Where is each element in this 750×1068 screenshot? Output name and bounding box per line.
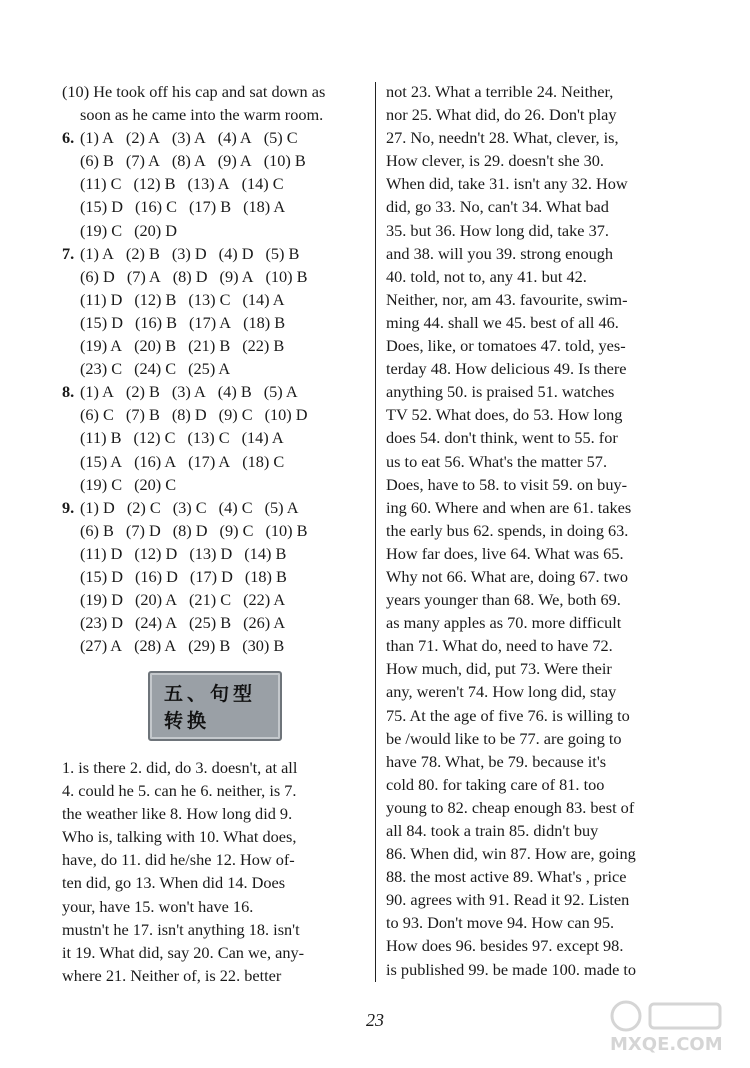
answer-line: Does, like, or tomatoes 47. told, yes-	[386, 336, 626, 356]
answer-line: How far does, live 64. What was 65.	[386, 543, 624, 563]
question-number	[62, 611, 80, 634]
answer-option: (20) D	[134, 220, 178, 240]
mc-row	[62, 357, 365, 380]
watermark-logo	[606, 996, 738, 1056]
answer-option: (28) A	[134, 636, 177, 656]
answer-option: (20) C	[134, 474, 177, 494]
answer-option: (6) C	[80, 405, 114, 425]
answer-option: (15) D	[80, 566, 123, 586]
mc-row	[62, 426, 365, 449]
answer-option: (18) A	[243, 197, 286, 217]
q10-line-2: soon as he came into the warm room.	[80, 105, 324, 125]
mc-row	[62, 403, 365, 426]
answer-option: (22) A	[243, 590, 286, 610]
answer-option: (27) A	[80, 636, 123, 656]
answer-option: (12) D	[134, 543, 178, 563]
answer-option: (5) A	[263, 382, 298, 402]
answer-option: (12) B	[133, 174, 176, 194]
answer-option: (11) D	[80, 543, 123, 563]
question-number: 8.	[62, 382, 75, 402]
question-number	[62, 634, 80, 657]
answer-line: ten did, go 13. When did 14. Does	[62, 873, 286, 893]
answer-option: (1) A	[80, 382, 114, 402]
mc-row	[62, 311, 365, 334]
q10-line-1: (10) He took off his cap and sat down as	[62, 82, 326, 101]
answer-option: (4) C	[218, 497, 253, 517]
answer-option: (2) B	[125, 382, 160, 402]
answer-option: (14) A	[241, 428, 284, 448]
section-title: 五、句型转换	[148, 671, 282, 741]
answer-option: (2) A	[125, 128, 160, 148]
question-number	[62, 265, 80, 288]
question-number: 6.	[62, 128, 75, 148]
question-number	[62, 172, 80, 195]
question-number	[62, 403, 80, 426]
mc-row	[62, 219, 365, 242]
mc-row	[62, 542, 365, 565]
answer-option: (12) B	[134, 289, 177, 309]
answer-option: (26) A	[243, 613, 286, 633]
answer-line: cold 80. for taking care of 81. too	[386, 774, 605, 794]
answer-line: Neither, nor, am 43. favourite, swim-	[386, 289, 628, 309]
answer-option: (6) D	[80, 266, 115, 286]
answer-option: (14) A	[242, 289, 285, 309]
answer-line: How clever, is 29. doesn't she 30.	[386, 151, 604, 171]
answer-line: young to 82. cheap enough 83. best of	[386, 797, 635, 817]
answer-line: have, do 11. did he/she 12. How of-	[62, 850, 295, 870]
answer-option: (15) A	[80, 451, 123, 471]
answer-line: than 71. What do, need to have 72.	[386, 636, 613, 656]
question-number	[62, 473, 80, 496]
answer-option: (15) D	[80, 312, 123, 332]
answer-line: 88. the most active 89. What's , price	[386, 867, 627, 887]
answer-option: (7) A	[126, 266, 161, 286]
answer-line: your, have 15. won't have 16.	[62, 896, 254, 916]
answer-option: (8) D	[171, 405, 207, 425]
answer-option: (3) C	[172, 497, 207, 517]
answer-option: (16) A	[134, 451, 177, 471]
question-number	[62, 334, 80, 357]
answer-line: does 54. don't think, went to 55. for	[386, 428, 618, 448]
answer-option: (24) A	[134, 613, 178, 633]
answer-option: (5) C	[263, 128, 298, 148]
question-number	[62, 450, 80, 473]
answer-option: (5) A	[264, 497, 299, 517]
answer-option: (25) A	[188, 359, 231, 379]
answer-option: (13) A	[187, 174, 230, 194]
answer-option: (9) A	[217, 151, 252, 171]
answer-option: (15) D	[80, 197, 123, 217]
answer-option: (22) B	[242, 336, 285, 356]
mc-row	[62, 334, 365, 357]
answer-line: not 23. What a terrible 24. Neither,	[386, 82, 614, 101]
answer-option: (24) C	[134, 359, 177, 379]
answer-option: (7) B	[125, 405, 160, 425]
answer-line: TV 52. What does, do 53. How long	[386, 405, 623, 425]
question-number	[62, 565, 80, 588]
sentence-transform-answers-left	[62, 756, 365, 987]
answer-line: 4. could he 5. can he 6. neither, is 7.	[62, 781, 297, 801]
answer-option: (17) A	[189, 312, 232, 332]
answer-line: any, weren't 74. How long did, stay	[386, 682, 617, 702]
answer-line: anything 50. is praised 51. watches	[386, 382, 615, 402]
answer-line: years younger than 68. We, both 69.	[386, 590, 621, 610]
answer-option: (3) A	[171, 382, 206, 402]
question-number: 7.	[62, 243, 75, 263]
answer-option: (1) A	[80, 128, 114, 148]
question-number	[62, 288, 80, 311]
answer-option: (21) C	[189, 590, 232, 610]
mc-row	[62, 519, 365, 542]
answer-line: mustn't he 17. isn't anything 18. isn't	[62, 919, 300, 939]
answer-line: 86. When did, win 87. How are, going	[386, 844, 636, 864]
answer-line: How does 96. besides 97. except 98.	[386, 936, 624, 956]
mc-row	[62, 265, 365, 288]
answer-option: (19) A	[80, 336, 123, 356]
answer-option: (18) B	[243, 312, 286, 332]
answer-option: (13) C	[188, 289, 231, 309]
answer-option: (8) D	[172, 520, 208, 540]
answer-line: us to eat 56. What's the matter 57.	[386, 451, 608, 471]
answer-option: (3) D	[171, 243, 207, 263]
answer-option: (4) B	[217, 382, 252, 402]
answer-option: (7) D	[125, 520, 161, 540]
answer-option: (17) A	[188, 451, 231, 471]
mc-row	[62, 565, 365, 588]
answer-option: (6) B	[80, 151, 114, 171]
multiple-choice-answers	[62, 126, 365, 657]
answer-option: (10) B	[263, 151, 306, 171]
answer-option: (10) B	[265, 266, 308, 286]
mc-row	[62, 288, 365, 311]
answer-option: (11) D	[80, 289, 123, 309]
answer-line: 1. is there 2. did, do 3. doesn't, at all	[62, 758, 298, 777]
answer-line: as many apples as 70. more difficult	[386, 613, 622, 633]
answer-line: ing 60. Where and when are 61. takes	[386, 497, 632, 517]
answer-option: (14) B	[244, 543, 287, 563]
answer-option: (21) B	[188, 336, 231, 356]
answer-line: ming 44. shall we 45. best of all 46.	[386, 312, 619, 332]
mc-row	[62, 450, 365, 473]
answer-line: nor 25. What did, do 26. Don't play	[386, 105, 617, 125]
question-number	[62, 426, 80, 449]
answer-option: (23) D	[80, 613, 123, 633]
answer-option: (16) D	[134, 566, 178, 586]
mc-row	[62, 242, 365, 265]
answer-option: (10) D	[264, 405, 308, 425]
answer-line: 75. At the age of five 76. is willing to	[386, 705, 630, 725]
answer-line: 35. but 36. How long did, take 37.	[386, 220, 609, 240]
question-number	[62, 195, 80, 218]
answer-option: (30) B	[242, 636, 285, 656]
answer-option: (9) C	[219, 520, 254, 540]
answer-line: When did, take 31. isn't any 32. How	[386, 174, 628, 194]
answer-option: (6) B	[80, 520, 114, 540]
answer-option: (29) B	[188, 636, 231, 656]
answer-line: did, go 33. No, can't 34. What bad	[386, 197, 609, 217]
answer-option: (16) C	[134, 197, 178, 217]
answer-option: (16) B	[134, 312, 178, 332]
question-number	[62, 519, 80, 542]
answer-option: (1) D	[80, 497, 115, 517]
question-number	[62, 311, 80, 334]
mc-row	[62, 611, 365, 634]
answer-option: (20) A	[134, 590, 178, 610]
mc-row	[62, 473, 365, 496]
answer-option: (19) C	[80, 474, 123, 494]
left-column	[62, 80, 365, 657]
answer-line: Why not 66. What are, doing 67. two	[386, 566, 629, 586]
page-number: 23	[366, 1010, 384, 1030]
answer-line: to 93. Don't move 94. How can 95.	[386, 913, 615, 933]
question-number	[62, 542, 80, 565]
answer-option: (14) C	[241, 174, 284, 194]
answer-option: (13) C	[187, 428, 230, 448]
question-number	[62, 149, 80, 172]
answer-line: it 19. What did, say 20. Can we, any-	[62, 942, 305, 962]
answer-option: (4) D	[218, 243, 254, 263]
answer-line: terday 48. How delicious 49. Is there	[386, 359, 627, 379]
answer-option: (5) B	[265, 243, 300, 263]
answer-option: (1) A	[80, 243, 114, 263]
answer-option: (19) C	[80, 220, 123, 240]
answer-option: (17) D	[189, 566, 233, 586]
answer-option: (8) D	[172, 266, 208, 286]
answer-option: (8) A	[171, 151, 206, 171]
answer-line: where 21. Neither of, is 22. better	[62, 965, 282, 985]
answer-line: 27. No, needn't 28. What, clever, is,	[386, 128, 619, 148]
answer-line: How much, did, put 73. Were their	[386, 659, 612, 679]
answer-line: is published 99. be made 100. made to	[386, 959, 637, 979]
answer-option: (11) C	[80, 174, 122, 194]
answer-option: (2) C	[126, 497, 161, 517]
answer-line: Does, have to 58. to visit 59. on buy-	[386, 474, 628, 494]
mc-row	[62, 380, 365, 403]
answer-line: 40. told, not to, any 41. but 42.	[386, 266, 587, 286]
answer-option: (13) D	[189, 543, 233, 563]
mc-row	[62, 149, 365, 172]
mc-row	[62, 195, 365, 218]
question-number	[62, 588, 80, 611]
watermark-text: MXQE.COM	[610, 1034, 723, 1055]
answer-option: (9) C	[218, 405, 253, 425]
answer-line: 90. agrees with 91. Read it 92. Listen	[386, 890, 630, 910]
answer-option: (18) B	[244, 566, 287, 586]
answer-option: (18) C	[242, 451, 285, 471]
answer-line: Who is, talking with 10. What does,	[62, 827, 297, 847]
answer-line: the weather like 8. How long did 9.	[62, 804, 293, 824]
mc-row	[62, 634, 365, 657]
answer-option: (20) B	[134, 336, 177, 356]
answer-option: (19) D	[80, 590, 123, 610]
mc-row	[62, 126, 365, 149]
column-divider	[375, 82, 376, 982]
answer-option: (11) B	[80, 428, 122, 448]
answer-option: (23) C	[80, 359, 123, 379]
answer-option: (9) A	[219, 266, 254, 286]
answer-option: (12) C	[133, 428, 176, 448]
question-number	[62, 357, 80, 380]
right-column	[386, 80, 689, 981]
answer-option: (4) A	[217, 128, 252, 148]
question-number: 9.	[62, 497, 75, 517]
answer-option: (25) B	[189, 613, 232, 633]
answer-option: (17) B	[189, 197, 232, 217]
answer-line: and 38. will you 39. strong enough	[386, 243, 614, 263]
answer-line: be /would like to be 77. are going to	[386, 728, 622, 748]
mc-row	[62, 172, 365, 195]
answer-line: the early bus 62. spends, in doing 63.	[386, 520, 629, 540]
section-heading	[148, 683, 282, 732]
answer-line: all 84. took a train 85. didn't buy	[386, 821, 599, 840]
answer-line: have 78. What, be 79. because it's	[386, 751, 607, 771]
answer-option: (2) B	[125, 243, 160, 263]
answer-option: (10) B	[265, 520, 308, 540]
answer-option: (3) A	[171, 128, 206, 148]
mc-row	[62, 496, 365, 519]
question-number	[62, 219, 80, 242]
answer-option: (7) A	[125, 151, 160, 171]
mc-row	[62, 588, 365, 611]
